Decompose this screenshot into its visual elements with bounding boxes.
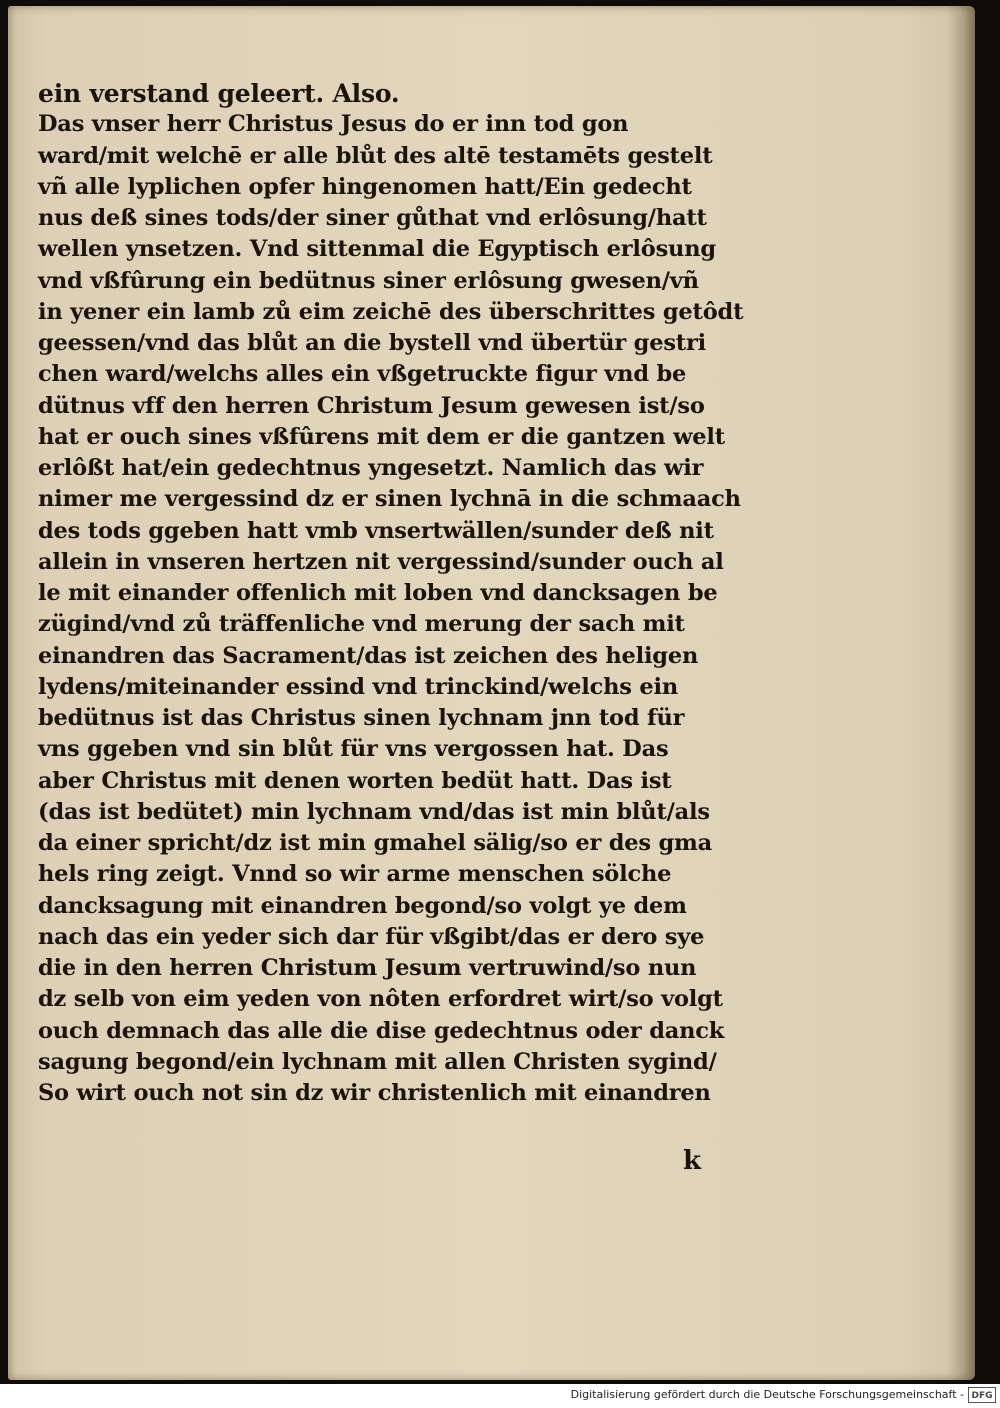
text-line: dancksagung mit einandren begond/so volgt ye dem bbox=[38, 892, 687, 919]
text-line: bedütnus ist das Christus sinen lychnam jnn tod für bbox=[38, 705, 685, 731]
text-line: le mit einander offenlich mit loben vnd dancksagen be bbox=[38, 580, 718, 606]
text-line: die in den herren Christum Jesum vertruwind/so nun bbox=[38, 955, 697, 981]
text-line: nach das ein yeder sich dar für vßgibt/das er dero sye bbox=[38, 923, 705, 950]
text-line: vñ alle lyplichen opfer hingenomen hatt/Ein gedecht bbox=[38, 173, 692, 200]
text-line: vnd vßfûrung ein bedütnus siner erlôsung gwesen/vñ bbox=[38, 267, 699, 294]
text-line: vns ggeben vnd sin blůt für vns vergossen hat. Das bbox=[38, 736, 669, 763]
text-line: in yener ein lamb zů eim zeichē des überschrittes getôdt bbox=[38, 298, 744, 325]
text-line: nimer me vergessind dz er sinen lychnā in die schmaach bbox=[38, 486, 741, 513]
text-line: geessen/vnd das blůt an die bystell vnd übertür gestri bbox=[38, 330, 706, 356]
footer-bar bbox=[0, 1384, 1000, 1408]
catchword: k bbox=[683, 1146, 702, 1176]
text-line: dütnus vff den herren Christum Jesum gewesen ist/so bbox=[38, 392, 705, 419]
text-line: hels ring zeigt. Vnnd so wir arme menschen sölche bbox=[38, 861, 672, 888]
text-line: wellen ynsetzen. Vnd sittenmal die Egyptisch erlôsung bbox=[38, 236, 716, 263]
text-line: hat er ouch sines vßfûrens mit dem er die gantzen welt bbox=[38, 423, 725, 450]
text-line: ward/mit welchē er alle blůt des altē testamēts gestelt bbox=[38, 142, 713, 169]
text-line: sagung begond/ein lychnam mit allen Christen sygind/ bbox=[38, 1048, 717, 1075]
text-line: einandren das Sacrament/das ist zeichen des heligen bbox=[38, 642, 699, 669]
text-line: da einer spricht/dz ist min gmahel sälig/so er des gma bbox=[38, 830, 713, 856]
text-line: dz selb von eim yeden von nôten erfordret wirt/so volgt bbox=[38, 986, 723, 1013]
dfg-logo: DFG bbox=[968, 1387, 996, 1403]
text-line: chen ward/welchs alles ein vßgetruckte figur vnd be bbox=[38, 361, 687, 388]
text-line: lydens/miteinander essind vnd trinckind/welchs ein bbox=[38, 673, 678, 700]
text-line: nus deß sines tods/der siner gůthat vnd erlôsung/hatt bbox=[38, 205, 707, 231]
text-line: allein in vnseren hertzen nit vergessind/sunder ouch al bbox=[38, 548, 724, 575]
text-line: erlôßt hat/ein gedechtnus yngesetzt. Namlich das wir bbox=[38, 455, 704, 481]
digitization-credit: Digitalisierung gefördert durch die Deutsche Forschungsgemeinschaft - bbox=[570, 1388, 964, 1401]
text-line: des tods ggeben hatt vmb vnsertwällen/sunder deß nit bbox=[38, 517, 714, 544]
text-line: (das ist bedütet) min lychnam vnd/das ist min blůt/als bbox=[38, 798, 710, 825]
body-text bbox=[38, 78, 748, 1109]
book-page bbox=[8, 6, 975, 1380]
page-edge-shadow bbox=[947, 6, 975, 1380]
text-line: So wirt ouch not sin dz wir christenlich mit einandren bbox=[38, 1080, 711, 1106]
text-line: Das vnser herr Christus Jesus do er inn tod gon bbox=[38, 111, 629, 138]
text-line: ouch demnach das alle die dise gedechtnus oder danck bbox=[38, 1017, 725, 1044]
text-line: ein verstand geleert. Also. bbox=[38, 79, 400, 108]
text-line: zügind/vnd zů träffenliche vnd merung der sach mit bbox=[38, 611, 685, 638]
text-line: aber Christus mit denen worten bedüt hatt. Das ist bbox=[38, 767, 672, 794]
